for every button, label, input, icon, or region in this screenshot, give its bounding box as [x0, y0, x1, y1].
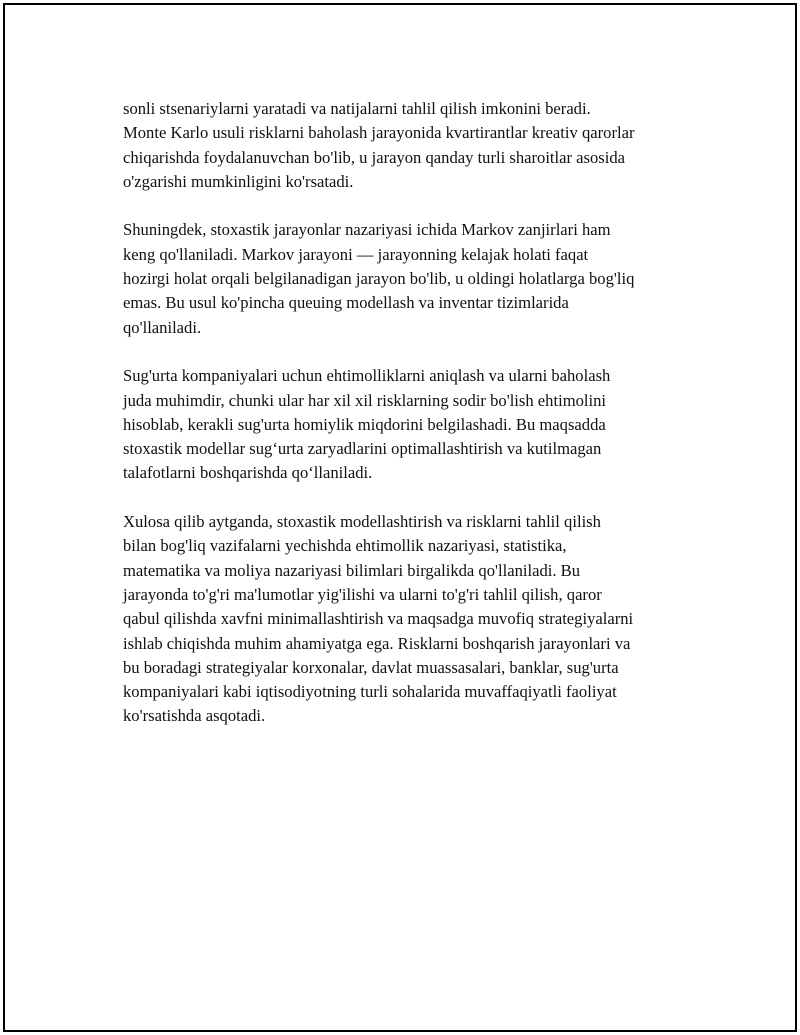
- text-line: hisoblab, kerakli sug'urta homiylik miqdorini belgilashadi. Bu maqsadda: [123, 414, 606, 434]
- text-line: matematika va moliya nazariyasi bilimlari birgalikda qo'llaniladi. Bu: [123, 560, 581, 580]
- text-line: qabul qilishda xavfni minimallashtirish va maqsadga muvofiq strategiyalarni: [123, 609, 634, 629]
- text-line: chiqarishda foydalanuvchan bo'lib, u jarayon qanday turli sharoitlar asosida: [123, 147, 626, 167]
- paragraph-monte-carlo: [123, 97, 703, 194]
- text-line: bilan bog'liq vazifalarni yechishda ehtimollik nazariyasi, statistika,: [123, 536, 567, 556]
- text-line: Monte Karlo usuli risklarni baholash jarayonida kvartirantlar kreativ qarorlar: [123, 123, 635, 143]
- text-line: bu boradagi strategiyalar korxonalar, davlat muassasalari, banklar, sug'urta: [123, 657, 619, 677]
- paragraph-markov: [123, 218, 703, 339]
- text-line: stoxastik modellar sug‘urta zaryadlarini optimallashtirish va kutilmagan: [123, 439, 602, 459]
- text-line: kompaniyalari kabi iqtisodiyotning turli sohalarida muvaffaqiyatli faoliyat: [123, 682, 617, 702]
- text-line: Sug'urta kompaniyalari uchun ehtimolliklarni aniqlash va ularni baholash: [123, 366, 611, 386]
- text-line: Xulosa qilib aytganda, stoxastik modellashtirish va risklarni tahlil qilish: [123, 512, 601, 532]
- text-line: qo'llaniladi.: [123, 317, 202, 337]
- text-line: talafotlarni boshqarishda qo‘llaniladi.: [123, 463, 373, 483]
- text-line: sonli stsenariylarni yaratadi va natijalarni tahlil qilish imkonini beradi.: [123, 99, 591, 118]
- paragraph-insurance: [123, 364, 703, 485]
- text-line: ko'rsatishda asqotadi.: [123, 706, 266, 726]
- text-line: juda muhimdir, chunki ular har xil xil risklarning sodir bo'lish ehtimolini: [123, 390, 607, 410]
- text-line: emas. Bu usul ko'pincha queuing modellash va inventar tizimlarida: [123, 293, 569, 313]
- page-frame: [3, 3, 797, 1032]
- text-line: ishlab chiqishda muhim ahamiyatga ega. Risklarni boshqarish jarayonlari va: [123, 633, 631, 653]
- text-line: keng qo'llaniladi. Markov jarayoni — jarayonning kelajak holati faqat: [123, 244, 589, 264]
- text-line: hozirgi holat orqali belgilanadigan jarayon bo'lib, u oldingi holatlarga bog'liq: [123, 269, 635, 289]
- document-body: [123, 97, 703, 753]
- text-line: o'zgarishi mumkinligini ko'rsatadi.: [123, 171, 354, 191]
- paragraph-conclusion: [123, 510, 703, 729]
- text-line: jarayonda to'g'ri ma'lumotlar yig'ilishi va ularni to'g'ri tahlil qilish, qaror: [123, 584, 602, 604]
- text-line: Shuningdek, stoxastik jarayonlar nazariyasi ichida Markov zanjirlari ham: [123, 220, 611, 240]
